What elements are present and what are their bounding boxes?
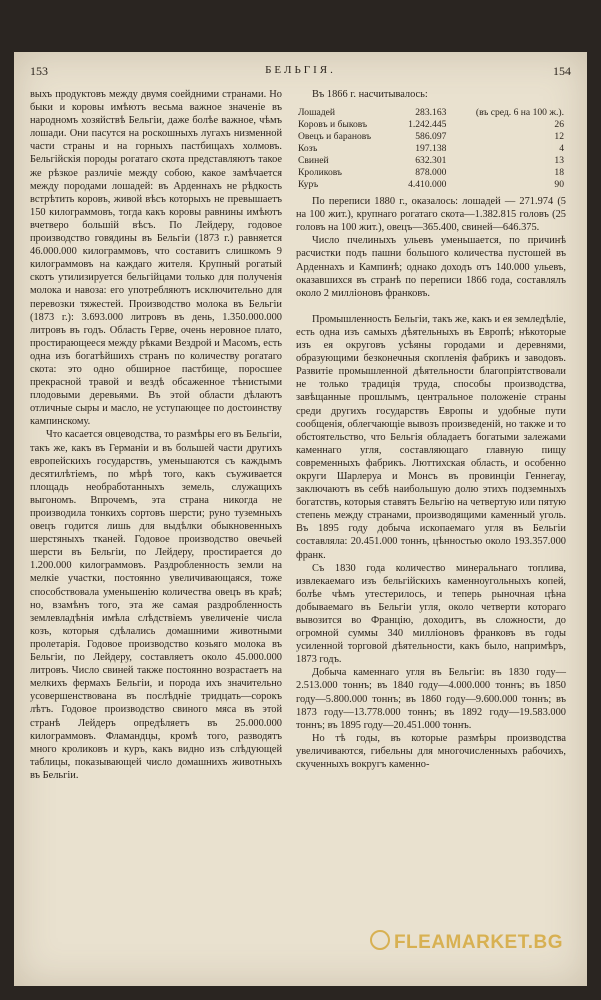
- table-row: [296, 131, 566, 143]
- row-per-hundred: (въ сред. 6 на 100 ж.).: [475, 107, 564, 119]
- paragraph: Но тѣ годы, въ которые размѣры производства увеличиваются, гибельны для многочисленныхъ рабочихъ, скученныхъ вокругъ каменно-: [296, 732, 566, 771]
- book-page: [14, 52, 587, 986]
- table-row: [296, 143, 566, 155]
- table-row: [296, 179, 566, 191]
- table-row: [296, 167, 566, 179]
- watermark-circle-icon: [370, 930, 390, 950]
- paragraph: Съ 1830 года количество минеральнаго топлива, извлекаемаго изъ бельгійскихъ каменноугольныхъ копей, болѣе чѣмъ утестерилось, и теперь рыночная цѣна добываемаго въ Бельгіи угля, около четверти котораго вывозится во Францію, доходитъ, въ сложности, до огромной суммы 340 милліоновъ франковъ въ годы усиленной торговой дѣятельности, какъ было, напримѣръ, 1873 годъ.: [296, 562, 566, 666]
- row-per-hundred: 90: [554, 179, 564, 191]
- right-column: [296, 88, 566, 771]
- row-count: 4.410.000: [408, 179, 447, 191]
- row-per-hundred: 4: [559, 143, 564, 155]
- left-column: [30, 88, 282, 782]
- page-header: [30, 64, 571, 84]
- row-count: 586.097: [415, 131, 447, 143]
- row-label: Лошадей: [298, 107, 335, 119]
- paragraph: Добыча каменнаго угля въ Бельгіи: въ 1830 году—2.513.000 тоннъ; въ 1840 году—4.000.000 тоннъ; въ 1850 году—5.800.000 тоннъ; въ 1860 году—9.600.000 тоннъ; въ 1873 году—13.778.000 тоннъ; въ 1892 году—19.583.000 тоннъ; въ 1895 году—20.451.000 тоннъ.: [296, 667, 566, 731]
- livestock-table: [296, 107, 566, 191]
- watermark-logo: [370, 930, 563, 954]
- paragraph: Что касается овцеводства, то размѣры его въ Бельгіи, такъ же, какъ въ Германіи и въ большей части другихъ европейскихъ государствъ, уменьшаются съ каждымъ десятилѣтіемъ, по мѣрѣ того, какъ съуживается площадь необработанныхъ земель, служащихъ выгономъ. Впрочемъ, эта страна никогда не производила тонкихъ сортовъ шерсти; руно туземныхъ овецъ годится лишь для выдѣлки обыкновенныхъ шерстяныхъ тканей. Годовое производство овечьей шерсти въ Бельгіи, по Лейдеру, простирается до 1.200.000 килограммовъ. Раздробленность земли на мелкіе участки, постоянно увеличивающаяся, тоже способствовала уменьшенію количества овецъ въ краѣ; но, взамѣнъ того, эта же самая раздробленность землевладѣнія имѣла слѣдствіемъ увеличеніе числа козъ, которыя сдѣлались домашними животными пролетарія. Годовое производство козьяго молока въ Бельгіи, по Лейдеру, составляетъ около 45.000.000 литровъ. Число свиней также постоянно возрастаетъ на мелкихъ фермахъ Бельгіи, и порода ихъ значительно усовершенствована въ послѣдніе тридцать—сорокъ лѣтъ. Годовое производство свиного мяса въ этой странѣ Лейдеръ опредѣляетъ въ 25.000.000 килограммовъ. Фламандцы, кромѣ того, разводятъ много кроликовъ и куръ, какъ видно изъ слѣдующей таблицы, показывающей число домашнихъ животныхъ въ Бельгіи.: [30, 429, 282, 781]
- row-label: Кроликовъ: [298, 167, 343, 179]
- table-intro: Въ 1866 г. насчитывалось:: [312, 89, 428, 100]
- row-count: 1.242.445: [408, 119, 447, 131]
- row-per-hundred: 18: [554, 167, 564, 179]
- row-count: 878.000: [415, 167, 447, 179]
- paragraph: Число пчелиныхъ ульевъ уменьшается, по причинѣ расчистки подъ пашни большого количества пустошей въ Арденнахъ и Кампинѣ; однако доходъ отъ 140.000 ульевъ, оказавшихся въ странѣ по переписи 1866 года, составлялъ около 2 милліоновъ франковъ.: [296, 235, 566, 299]
- row-per-hundred: 26: [554, 119, 564, 131]
- row-label: Овецъ и барановъ: [298, 131, 372, 143]
- page-number-left: 153: [30, 64, 48, 78]
- row-label: Коровъ и быковъ: [298, 119, 368, 131]
- row-count: 197.138: [415, 143, 447, 155]
- row-label: Куръ: [298, 179, 319, 191]
- row-per-hundred: 13: [554, 155, 564, 167]
- row-count: 283.163: [415, 107, 447, 119]
- table-row: [296, 155, 566, 167]
- watermark-text: FLEAMARKET.BG: [393, 932, 563, 953]
- row-count: 632.301: [415, 155, 447, 167]
- paragraph: выхъ продуктовъ между двумя соейдними странами. Но быки и коровы имѣютъ весьма важное значеніе въ народномъ хозяйствѣ Бельгіи, даже болѣе важное, чѣмъ лошади. Они пасутся на роскошныхъ лугахъ низменной части страны и на горныхъ пастбищахъ холмовъ. Бельгійскія породы рогатаго скота представляютъ такое же рѣзкое различіе между собою, какое замѣчается между породами лошадей: въ Арденнахъ не рѣдкость встрѣтить коровъ, живой вѣсъ которыхъ не превышаетъ 150 килограммовъ, тогда какъ коровы равнины имѣютъ вчетверо большій вѣсъ. По Лейдеру, годовое производство говядины въ Бельгіи (1873 г.) равняется 46.000.000 килограммовъ, что составитъ слишкомъ 9 килограммовъ на каждаго жителя. Крупный рогатый скотъ утилизируется бельгійцами только для полученія молока и навоза: его употребляютъ исключительно для перевозки тяжестей. Производство молока въ Бельгіи (1873 г.): 3.693.000 литровъ въ день, 1.350.000.000 литровъ въ годъ. Область Гервe, очень неровное плато, простирающееся между рѣками Вездрой и Масомъ, есть одна изъ богатѣйшихъ странъ по количеству рогатаго скота: это одно обширное пастбище, поросшее прекрасной травой и вездѣ обсаженное тѣнистыми плодовыми деревьями. Въ этой области дѣлаютъ отличные сыры и масло, не уступающее по достоинству кампинскому.: [30, 89, 282, 428]
- page-number-right: 154: [553, 64, 571, 78]
- paragraph: Промышленность Бельгіи, такъ же, какъ и ея земледѣліе, есть одна изъ самыхъ дѣятельныхъ въ Европѣ; нѣкоторые изъ ея округовъ усѣяны городами и деревнями, образующими безконечныя скопленія фабрикъ и заводовъ. Развитіе промышленной дѣятельности благопріятствовали не только традиція труда, способы производства, завѣщанные прошлымъ, центральное положеніе страны среди другихъ государствъ Европы и удобные пути сообщенія, облегчающіе вывозъ произведеній, но также и то обстоятельство, что Бельгія обладаетъ богатыми залежами каменнаго угля, составляющаго главную пищу современныхъ фабрикъ. Люттихская область, и особенно округи Шарлеруа и Монсъ въ провинціи Геннегау, заключаютъ въ себѣ наибольшую долю этихъ подземныхъ богатствъ, которыя ставятъ Бельгію на четвертую или пятую степень между странами, производящими каменный уголь. Въ 1895 году добыча ископаемаго угля въ Бельгіи составляла: 20.451.000 тоннъ, цѣнностью около 193.357.000 франк.: [296, 313, 566, 561]
- table-row: [296, 119, 566, 131]
- running-title: БЕЛЬГIЯ.: [265, 64, 336, 76]
- row-label: Свиней: [298, 155, 329, 167]
- table-row: [296, 107, 566, 119]
- row-per-hundred: 12: [554, 131, 564, 143]
- row-label: Козъ: [298, 143, 318, 155]
- paragraph: По переписи 1880 г., оказалось: лошадей — 271.974 (5 на 100 жит.), крупнаго рогатаго скота—1.382.815 головъ (25 головъ на 100 жит.), овецъ—365.400, свиней—646.375.: [296, 196, 566, 234]
